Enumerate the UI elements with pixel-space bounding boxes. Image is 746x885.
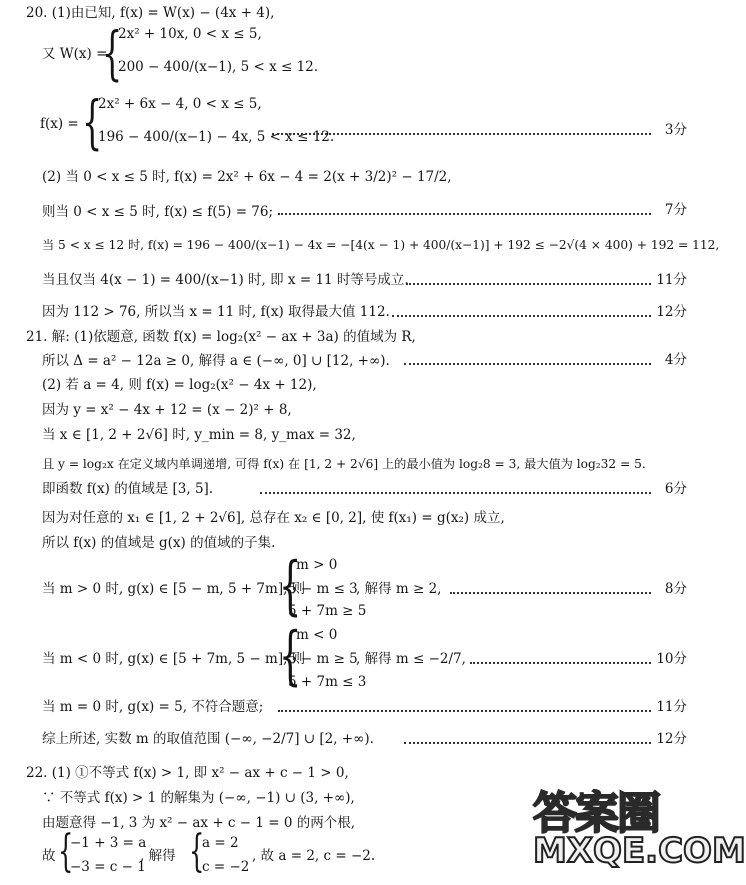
q21-line-6: 且 y = log₂x 在定义域内单调递增, 可得 f(x) 在 [1, 2 + 2√6] 上的最小值为 log₂8 = 3, 最大值为 log₂32 = 5. xyxy=(42,457,646,471)
q21-line-1: 21. 解: (1)依题意, 函数 f(x) = log₂(x² − ax + 3a) 的值域为 R, xyxy=(26,329,416,345)
leader-dots xyxy=(470,662,651,664)
leader-dots xyxy=(450,592,651,594)
brace: { xyxy=(279,549,302,623)
q22-solve-word: , 解得 xyxy=(140,848,176,864)
score-q20-4: 12分 xyxy=(656,304,687,320)
leader-dots xyxy=(260,492,651,494)
q21-line-7: 即函数 f(x) 的值域是 [3, 5]. xyxy=(42,481,214,497)
score-q21-5: 11分 xyxy=(656,699,687,715)
q21-case2-cond-1: m < 0 xyxy=(296,627,338,643)
q20-line-6: 当 5 < x ≤ 12 时, f(x) = 196 − 400/(x−1) − 4x = −[4(x − 1) + 400/(x−1)] + 192 ≤ −2√(4 × 400) + 192 = 112, xyxy=(42,238,720,252)
q21-case1-cond-1: m > 0 xyxy=(296,557,338,573)
q21-line-8: 因为对任意的 x₁ ∈ [1, 2 + 2√6], 总存在 x₂ ∈ [0, 2], 使 f(x₁) = g(x₂) 成立, xyxy=(42,510,505,526)
leader-dots xyxy=(272,133,651,135)
brace: { xyxy=(102,19,123,87)
q22-system-1b: −3 = c − 1 xyxy=(70,859,146,875)
q20-f-case-2: 196 − 400/(x−1) − 4x, 5 < x ≤ 12. xyxy=(98,129,335,145)
q21-case1-cond-3: 5 + 7m ≥ 5 xyxy=(288,603,367,619)
q22-system-1a: −1 + 3 = a xyxy=(70,835,147,851)
brace: { xyxy=(82,88,103,156)
q20-W-label: 又 W(x) = xyxy=(42,46,108,62)
score-q21-4: 10分 xyxy=(656,651,687,667)
q20-f-case-1: 2x² + 6x − 4, 0 < x ≤ 5, xyxy=(98,96,262,112)
leader-dots xyxy=(406,283,651,285)
q20-line-5: 则当 0 < x ≤ 5 时, f(x) ≤ f(5) = 76; xyxy=(42,204,274,220)
q22-line-3: 由题意得 −1, 3 为 x² − ax + c − 1 = 0 的两个根, xyxy=(42,815,356,831)
q20-line-1: 20. (1)由已知, f(x) = W(x) − (4x + 4), xyxy=(26,5,275,21)
q22-line-4-prefix: 故 xyxy=(42,848,56,864)
score-q20-3: 11分 xyxy=(656,272,687,288)
brace: { xyxy=(189,826,205,877)
brace: { xyxy=(279,619,302,693)
watermark-logo xyxy=(533,777,746,877)
q20-line-4: (2) 当 0 < x ≤ 5 时, f(x) = 2x² + 6x − 4 = 2(x + 3/2)² − 17/2, xyxy=(42,169,452,185)
q21-line-2: 所以 Δ = a² − 12a ≥ 0, 解得 a ∈ (−∞, 0] ∪ [12, +∞). xyxy=(42,353,390,369)
q22-system-2a: a = 2 xyxy=(202,835,239,851)
watermark-top-text: 答案圈 xyxy=(533,788,659,839)
q20-line-7: 当且仅当 4(x − 1) = 400/(x−1) 时, 即 x = 11 时等号成立. xyxy=(42,272,409,288)
leader-dots xyxy=(392,315,651,317)
q22-line-2: ∵ 不等式 f(x) > 1 的解集为 (−∞, −1) ∪ (3, +∞), xyxy=(42,790,355,806)
q21-line-4: 因为 y = x² − 4x + 12 = (x − 2)² + 8, xyxy=(42,402,292,418)
score-q20-1: 3分 xyxy=(664,122,687,138)
q21-case1-intro: 当 m > 0 时, g(x) ∈ [5 − m, 5 + 7m], 则 xyxy=(42,581,306,597)
leader-dots xyxy=(278,710,651,712)
score-q21-6: 12分 xyxy=(656,731,687,747)
leader-dots xyxy=(278,213,651,215)
q20-W-case-2: 200 − 400/(x−1), 5 < x ≤ 12. xyxy=(118,59,319,75)
score-q21-3: 8分 xyxy=(664,581,687,597)
q21-case2-result: , 解得 m ≤ −2/7, xyxy=(356,651,466,667)
brace: { xyxy=(58,826,74,877)
q21-line-11: 综上所述, 实数 m 的取值范围 (−∞, −2/7] ∪ [2, +∞). xyxy=(42,731,374,747)
q21-line-3: (2) 若 a = 4, 则 f(x) = log₂(x² − 4x + 12), xyxy=(42,377,317,393)
q21-case2-cond-3: 5 + 7m ≤ 3 xyxy=(288,674,367,690)
q21-line-5: 当 x ∈ [1, 2 + 2√6] 时, y_min = 8, y_max = 32, xyxy=(42,427,356,443)
score-q21-2: 6分 xyxy=(664,481,687,497)
q22-system-2b: c = −2 xyxy=(202,859,250,875)
q20-f-label: f(x) = xyxy=(40,116,79,132)
leader-dots xyxy=(404,742,651,744)
q22-line-1: 22. (1) ①不等式 f(x) > 1, 即 x² − ax + c − 1 > 0, xyxy=(26,765,349,781)
q20-line-8: 因为 112 > 76, 所以当 x = 11 时, f(x) 取得最大值 112. xyxy=(42,304,390,320)
q21-case1-result: , 解得 m ≥ 2, xyxy=(356,581,442,597)
q21-case2-cond-2: 5 − m ≥ 5 xyxy=(288,651,358,667)
q21-case2-intro: 当 m < 0 时, g(x) ∈ [5 + 7m, 5 − m], 则 xyxy=(42,651,306,667)
q21-line-9: 所以 f(x) 的值域是 g(x) 的值域的子集. xyxy=(42,535,276,551)
q21-case1-cond-2: 5 − m ≤ 3 xyxy=(288,581,358,597)
score-q21-1: 4分 xyxy=(664,352,687,368)
watermark-bottom-text: MXQE.COM xyxy=(533,831,746,871)
q21-line-10: 当 m = 0 时, g(x) = 5, 不符合题意; xyxy=(42,699,264,715)
leader-dots xyxy=(404,363,651,365)
q22-conclusion: , 故 a = 2, c = −2. xyxy=(252,848,376,864)
q20-W-case-1: 2x² + 10x, 0 < x ≤ 5, xyxy=(118,26,262,42)
score-q20-2: 7分 xyxy=(664,202,687,218)
